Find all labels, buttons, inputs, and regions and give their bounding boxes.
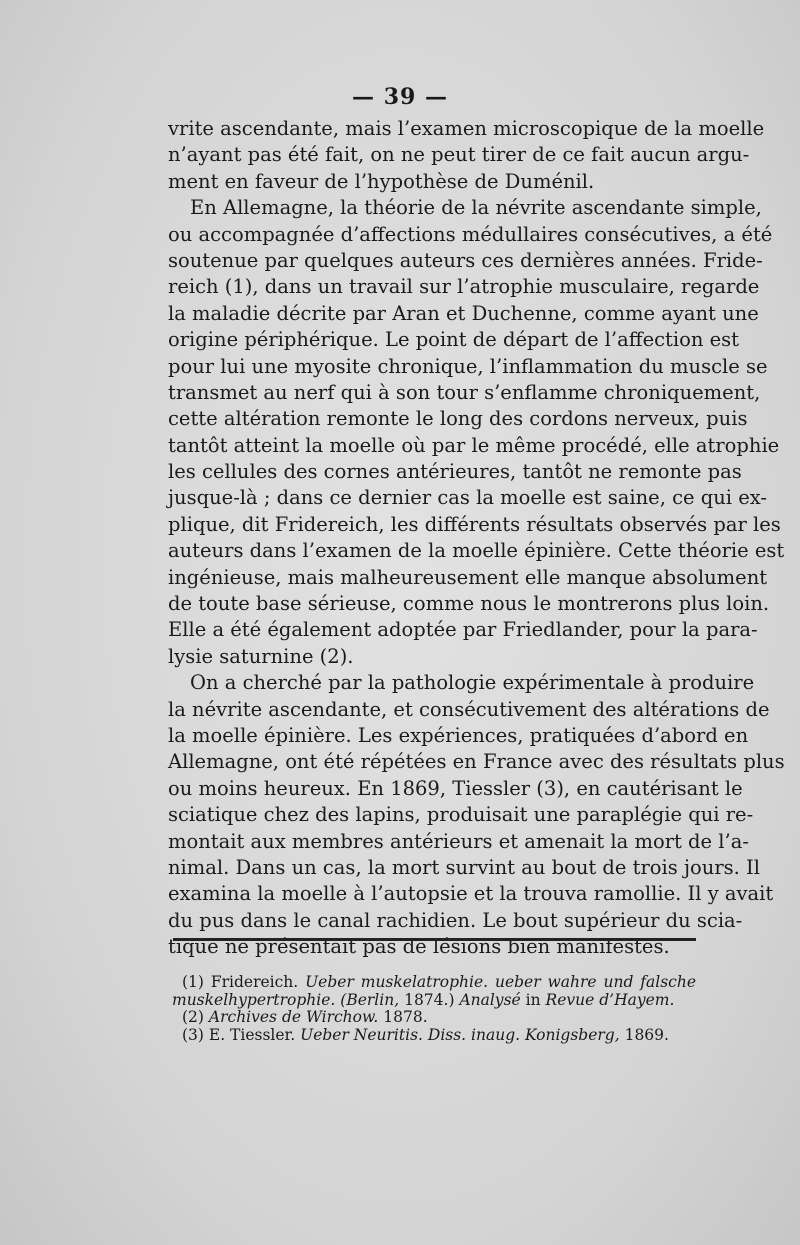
text-line: ou moins heureux. En 1869, Tiessler (3), en cautérisant le xyxy=(168,776,743,800)
footnote-2-journal: Archives de Wirchow. xyxy=(208,1008,379,1026)
text-line: Elle a été également adoptée par Friedlander, pour la para- xyxy=(168,618,758,642)
text-line: vrite ascendante, mais l’examen microscopique de la moelle xyxy=(168,117,765,140)
footnote-1-journal: Revue d’Hayem. xyxy=(545,990,675,1009)
text-line: soutenue par quelques auteurs ces dernières années. Fride- xyxy=(168,248,763,272)
footnote-3-title: Ueber Neuritis. Diss. inaug. Konigsberg, xyxy=(300,1025,620,1044)
text-line: En Allemagne, la théorie de la névrite ascendante simple, xyxy=(190,196,762,220)
text-line: transmet au nerf qui à son tour s’enflamme chroniquement, xyxy=(168,380,761,404)
footnote-2-mark: (2) xyxy=(182,1008,204,1026)
footnote-2 xyxy=(182,1009,696,1027)
page-number: — 39 — xyxy=(352,84,448,110)
text-line: n’ayant pas été fait, on ne peut tirer de ce fait aucun argu- xyxy=(168,143,750,167)
footnotes xyxy=(172,973,696,1044)
text-line: ment en faveur de l’hypothèse de Duménil. xyxy=(168,169,595,193)
footnote-1-year: 1874.) xyxy=(404,990,455,1009)
text-line: pour lui une myosite chronique, l’inflammation du muscle se xyxy=(168,354,768,378)
body-text xyxy=(168,116,785,961)
text-line: origine périphérique. Le point de départ de l’affection est xyxy=(168,328,740,352)
footnote-3 xyxy=(182,1027,696,1045)
footnote-divider xyxy=(173,938,696,941)
text-line: examina la moelle à l’autopsie et la trouva ramollie. Il y avait xyxy=(168,882,774,906)
footnote-3-mark: (3) E. Tiessler. xyxy=(182,1025,296,1044)
footnote-1-continuation xyxy=(172,992,696,1010)
text-line: Allemagne, ont été répétées en France avec des résultats plus xyxy=(168,750,785,774)
footnote-1-title: Ueber muskelatrophie. ueber wahre und falsche xyxy=(305,973,696,991)
footnote-3-year: 1869. xyxy=(624,1025,669,1044)
text-line: les cellules des cornes antérieures, tantôt ne remonte pas xyxy=(168,460,742,484)
footnote-1-analysis: Analysé xyxy=(459,990,521,1009)
text-line: sciatique chez des lapins, produisait une paraplégie qui re- xyxy=(168,803,754,827)
text-line: ingénieuse, mais malheureusement elle manque absolument xyxy=(168,565,768,589)
text-line: tantôt atteint la moelle où par le même procédé, elle atrophie xyxy=(168,433,780,457)
text-line: reich (1), dans un travail sur l’atrophie musculaire, regarde xyxy=(168,275,760,299)
footnote-2-year: 1878. xyxy=(383,1008,428,1026)
text-line: la névrite ascendante, et consécutivement des altérations de xyxy=(168,697,770,721)
text-line: lysie saturnine (2). xyxy=(168,644,354,668)
text-line: tique ne présentait pas de lésions bien manifestes. xyxy=(168,935,670,959)
footnote-1-place: (Berlin, xyxy=(340,990,400,1009)
text-line: du pus dans le canal rachidien. Le bout supérieur du scia- xyxy=(168,908,743,932)
text-line: On a cherché par la pathologie expérimentale à produire xyxy=(190,671,755,695)
text-line: auteurs dans l’examen de la moelle épinière. Cette théorie est xyxy=(168,539,785,563)
text-line: jusque-là ; dans ce dernier cas la moelle est saine, ce qui ex- xyxy=(168,486,768,510)
text-line: montait aux membres antérieurs et amenait la mort de l’a- xyxy=(168,829,749,853)
footnote-1-in: in xyxy=(525,990,541,1009)
text-line: nimal. Dans un cas, la mort survint au bout de trois jours. Il xyxy=(168,855,760,879)
footnote-1 xyxy=(182,974,696,992)
footnote-1-title-cont: muskelhypertrophie. xyxy=(172,990,336,1009)
text-line: ou accompagnée d’affections médullaires consécutives, a été xyxy=(168,222,773,246)
text-line: plique, dit Fridereich, les différents résultats observés par les xyxy=(168,512,781,536)
text-line: de toute base sérieuse, comme nous le montrerons plus loin. xyxy=(168,592,770,616)
text-line: la moelle épinière. Les expériences, pratiquées d’abord en xyxy=(168,723,749,747)
footnote-1-mark: (1) Fridereich. xyxy=(182,973,299,991)
text-line: la maladie décrite par Aran et Duchenne, comme ayant une xyxy=(168,301,759,325)
text-line: cette altération remonte le long des cordons nerveux, puis xyxy=(168,407,748,431)
